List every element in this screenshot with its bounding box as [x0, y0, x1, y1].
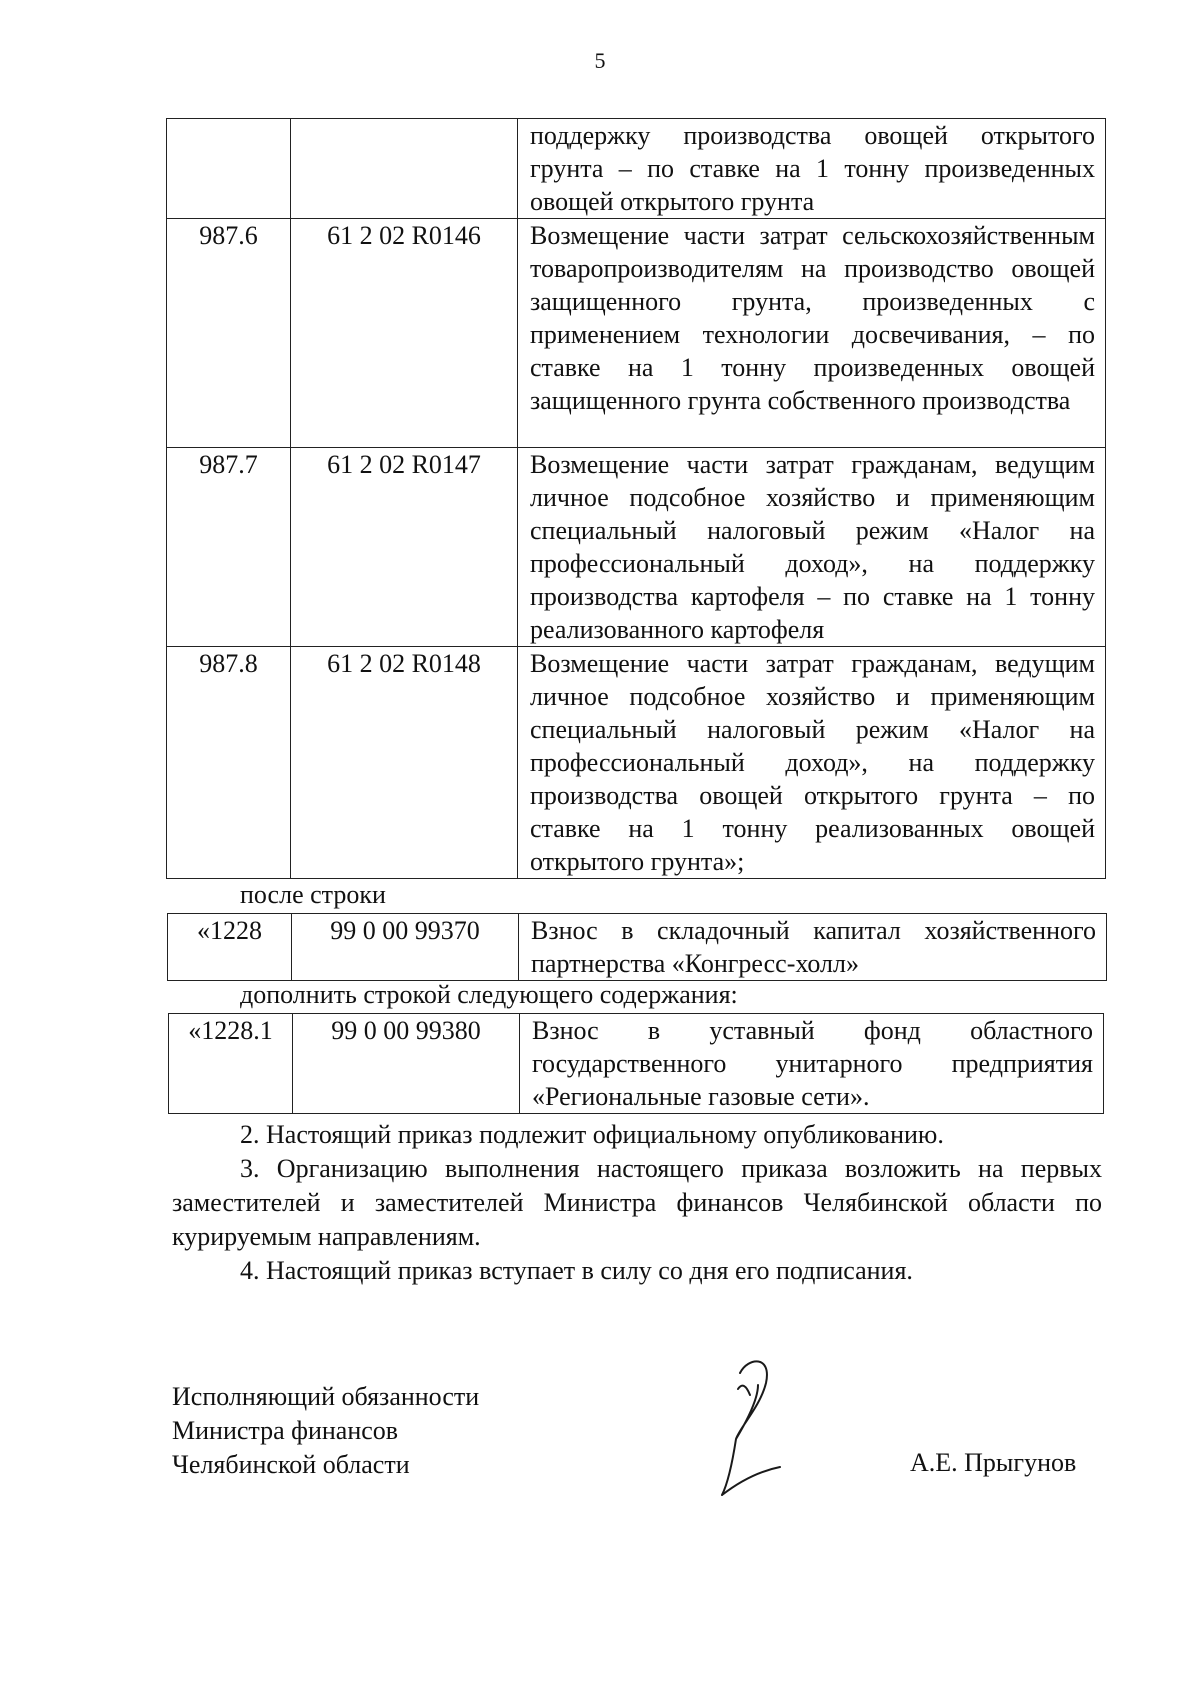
description-cell: поддержку производства овощей открытого грунта – по ставке на 1 тонну произведенных овощей открытого грунта: [518, 119, 1106, 219]
table-row: [168, 914, 1107, 981]
table-row: [167, 647, 1106, 879]
code-cell: «1228: [168, 914, 292, 981]
paragraph-text: 3. Организацию выполнения настоящего приказа возложить на первых заместителей и заместителей Министра финансов Челябинской области по курируемым направлениям.: [172, 1154, 1102, 1251]
paragraph-4: [172, 1254, 1102, 1288]
signature-title-line: Челябинской области: [172, 1450, 410, 1479]
description-cell: Возмещение части затрат гражданам, ведущим личное подсобное хозяйство и применяющим специальный налоговый режим «Налог на профессиональный доход», на поддержку производства овощей открытого грунта – по ставке на 1 тонну реализованных овощей открытого грунта»;: [518, 647, 1106, 879]
paragraph-text: 4. Настоящий приказ вступает в силу со дня его подписания.: [240, 1256, 913, 1285]
description-cell: Возмещение части затрат гражданам, ведущим личное подсобное хозяйство и применяющим специальный налоговый режим «Налог на профессиональный доход», на поддержку производства картофеля – по ставке на 1 тонну реализованного картофеля: [518, 448, 1106, 647]
code-cell: 987.7: [167, 448, 291, 647]
kbk-cell: 61 2 02 R0147: [291, 448, 518, 647]
kbk-cell: 99 0 00 99380: [293, 1014, 520, 1114]
note-add-row: дополнить строкой следующего содержания:: [240, 980, 738, 1009]
signature-title-line: Министра финансов: [172, 1416, 399, 1445]
new-row-table: [168, 1013, 1104, 1114]
existing-row-table: [167, 913, 1107, 981]
handwritten-signature-icon: [700, 1355, 800, 1505]
description-cell: Взнос в уставный фонд областного государственного унитарного предприятия «Региональные газовые сети».: [520, 1014, 1104, 1114]
code-cell: [167, 119, 291, 219]
page-number: 5: [594, 48, 606, 73]
description-cell: Возмещение части затрат сельскохозяйственным товаропроизводителям на производство овощей защищенного грунта, произведенных с применением технологии досвечивания, – по ставке на 1 тонну произведенных овощей защищенного грунта собственного производства: [518, 219, 1106, 448]
code-cell: 987.6: [167, 219, 291, 448]
kbk-cell: 99 0 00 99370: [292, 914, 519, 981]
signature-title-line: Исполняющий обязанности: [172, 1382, 480, 1411]
note-after-row: после строки: [240, 880, 386, 909]
paragraph-text: 2. Настоящий приказ подлежит официальному опубликованию.: [240, 1120, 944, 1149]
signer-name: А.Е. Прыгунов: [910, 1448, 1077, 1477]
table-row: [167, 448, 1106, 647]
kbk-cell: [291, 119, 518, 219]
kbk-cell: 61 2 02 R0146: [291, 219, 518, 448]
kbk-cell: 61 2 02 R0148: [291, 647, 518, 879]
code-cell: 987.8: [167, 647, 291, 879]
budget-code-table: [166, 118, 1106, 879]
paragraph-3: [172, 1152, 1102, 1254]
signature-title: [172, 1380, 479, 1482]
table-row: [167, 219, 1106, 448]
table-row: [167, 119, 1106, 219]
paragraph-2: [172, 1118, 1102, 1152]
description-cell: Взнос в складочный капитал хозяйственного партнерства «Конгресс-холл»: [519, 914, 1107, 981]
code-cell: «1228.1: [169, 1014, 293, 1114]
table-row: [169, 1014, 1104, 1114]
